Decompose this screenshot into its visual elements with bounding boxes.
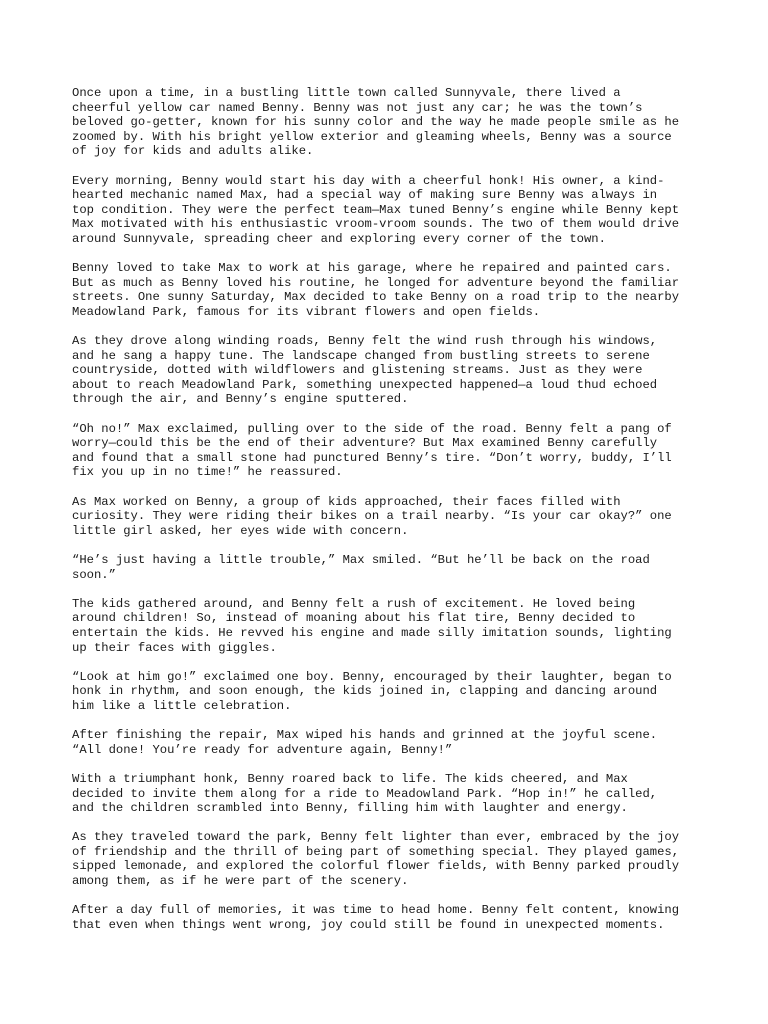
paragraph-line: among them, as if he were part of the scenery. xyxy=(72,874,409,889)
paragraph-line: little girl asked, her eyes wide with concern. xyxy=(72,523,409,538)
story-paragraph xyxy=(72,553,712,582)
paragraph-line: and he sang a happy tune. The landscape changed from bustling streets to serene xyxy=(72,348,650,363)
paragraph-line: zoomed by. With his bright yellow exterior and gleaming wheels, Benny was a source xyxy=(72,129,672,144)
story-paragraph xyxy=(72,728,712,757)
paragraph-line: him like a little celebration. xyxy=(72,698,292,713)
story-paragraph xyxy=(72,495,712,539)
paragraph-line: hearted mechanic named Max, had a special way of making sure Benny was always in xyxy=(72,188,658,203)
story-paragraph xyxy=(72,422,712,480)
paragraph-line: top condition. They were the perfect team—Max tuned Benny’s engine while Benny kept xyxy=(72,202,680,217)
paragraph-line: and found that a small stone had punctured Benny’s tire. “Don’t worry, buddy, I’ll xyxy=(72,450,672,465)
paragraph-line: Max motivated with his enthusiastic vroom-vroom sounds. The two of them would drive xyxy=(72,217,680,232)
paragraph-line: through the air, and Benny’s engine sputtered. xyxy=(72,392,409,407)
paragraph-line: around children! So, instead of moaning about his flat tire, Benny decided to xyxy=(72,611,636,626)
paragraph-line: around Sunnyvale, spreading cheer and exploring every corner of the town. xyxy=(72,231,606,246)
paragraph-line: countryside, dotted with wildflowers and glistening streams. Just as they were xyxy=(72,363,643,378)
story-paragraph xyxy=(72,334,712,407)
paragraph-line: But as much as Benny loved his routine, he longed for adventure beyond the familiar xyxy=(72,275,680,290)
paragraph-line: beloved go-getter, known for his sunny color and the way he made people smile as he xyxy=(72,115,680,130)
paragraph-line: Once upon a time, in a bustling little town called Sunnyvale, there lived a xyxy=(72,86,621,100)
story-paragraph xyxy=(72,670,712,714)
paragraph-line: soon.” xyxy=(72,567,116,582)
story-document xyxy=(72,86,712,947)
paragraph-line: With a triumphant honk, Benny roared back to life. The kids cheered, and Max xyxy=(72,771,628,786)
paragraph-line: streets. One sunny Saturday, Max decided to take Benny on a road trip to the nearby xyxy=(72,290,680,305)
paragraph-line: that even when things went wrong, joy could still be found in unexpected moments. xyxy=(72,917,665,932)
paragraph-line: Benny loved to take Max to work at his garage, where he repaired and painted cars. xyxy=(72,261,672,276)
paragraph-line: fix you up in no time!” he reassured. xyxy=(72,465,343,480)
paragraph-line: “He’s just having a little trouble,” Max smiled. “But he’ll be back on the road xyxy=(72,553,650,567)
story-paragraph xyxy=(72,597,712,655)
paragraph-line: cheerful yellow car named Benny. Benny was not just any car; he was the town’s xyxy=(72,100,643,115)
paragraph-line: decided to invite them along for a ride to Meadowland Park. “Hop in!” he called, xyxy=(72,786,658,801)
paragraph-line: honk in rhythm, and soon enough, the kids joined in, clapping and dancing around xyxy=(72,684,658,699)
paragraph-line: “Look at him go!” exclaimed one boy. Benny, encouraged by their laughter, began to xyxy=(72,669,672,684)
paragraph-line: After finishing the repair, Max wiped his hands and grinned at the joyful scene. xyxy=(72,728,658,743)
story-paragraph xyxy=(72,903,712,932)
story-paragraph xyxy=(72,86,712,159)
story-paragraph xyxy=(72,261,712,319)
paragraph-line: of friendship and the thrill of being part of something special. They played games, xyxy=(72,844,680,859)
paragraph-line: curiosity. They were riding their bikes on a trail nearby. “Is your car okay?” one xyxy=(72,509,672,524)
story-paragraph xyxy=(72,830,712,888)
paragraph-line: As they traveled toward the park, Benny felt lighter than ever, embraced by the joy xyxy=(72,830,680,845)
paragraph-line: entertain the kids. He revved his engine and made silly imitation sounds, lighting xyxy=(72,625,672,640)
paragraph-line: The kids gathered around, and Benny felt a rush of excitement. He loved being xyxy=(72,596,636,611)
paragraph-line: sipped lemonade, and explored the colorful flower fields, with Benny parked proudly xyxy=(72,859,680,874)
paragraph-line: Every morning, Benny would start his day with a cheerful honk! His owner, a kind- xyxy=(72,173,665,188)
paragraph-line: up their faces with giggles. xyxy=(72,640,277,655)
paragraph-line: and the children scrambled into Benny, filling him with laughter and energy. xyxy=(72,801,628,816)
paragraph-line: After a day full of memories, it was time to head home. Benny felt content, knowing xyxy=(72,903,680,918)
paragraph-line: “Oh no!” Max exclaimed, pulling over to the side of the road. Benny felt a pang of xyxy=(72,421,672,436)
story-paragraph xyxy=(72,772,712,816)
paragraph-line: of joy for kids and adults alike. xyxy=(72,144,314,159)
paragraph-line: As they drove along winding roads, Benny felt the wind rush through his windows, xyxy=(72,334,658,349)
story-paragraph xyxy=(72,174,712,247)
paragraph-line: worry—could this be the end of their adventure? But Max examined Benny carefully xyxy=(72,436,658,451)
paragraph-line: about to reach Meadowland Park, something unexpected happened—a loud thud echoed xyxy=(72,377,658,392)
paragraph-line: Meadowland Park, famous for its vibrant flowers and open fields. xyxy=(72,304,541,319)
paragraph-line: “All done! You’re ready for adventure again, Benny!” xyxy=(72,742,453,757)
paragraph-line: As Max worked on Benny, a group of kids approached, their faces filled with xyxy=(72,494,621,509)
